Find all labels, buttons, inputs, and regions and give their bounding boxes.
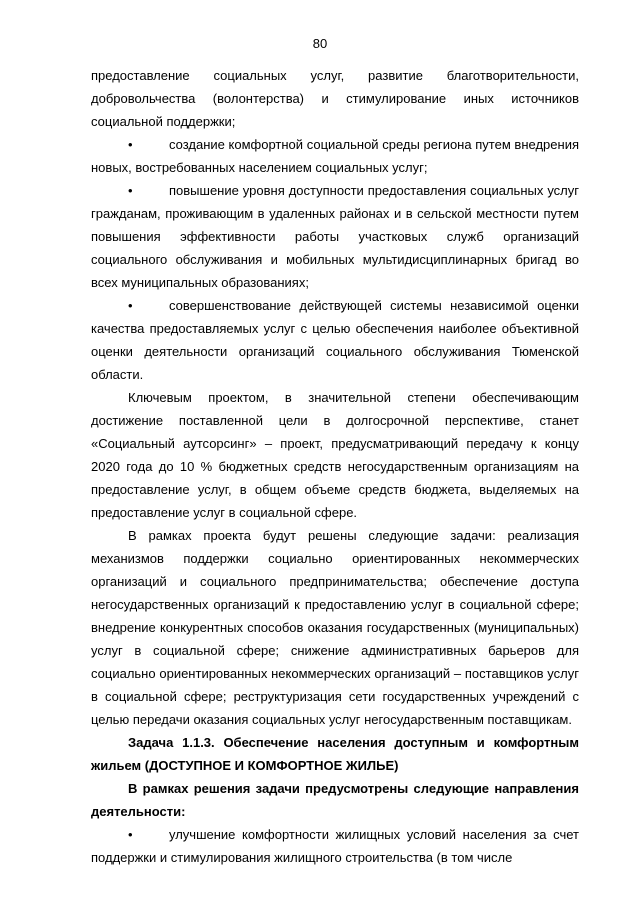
list-item (91, 823, 579, 869)
page-number: 80 (312, 36, 328, 51)
bullet-icon: • (128, 298, 133, 313)
list-item (91, 133, 579, 179)
list-item-text: повышение уровня доступности предоставления социальных услуг гражданам, проживающим в удаленных районах и в сельской местности путем повышения эффективности работы участковых служб организаций социального обслуживания и мобильных мультидисциплинарных бригад во всех муниципальных образованиях; (91, 183, 579, 290)
bullet-icon: • (128, 137, 133, 152)
bullet-icon: • (128, 183, 133, 198)
paragraph-key-project: Ключевым проектом, в значительной степени обеспечивающим достижение поставленной цели в долгосрочной перспективе, станет «Социальный аутсорсинг» – проект, предусматривающий передачу к концу 2020 года до 10 % бюджетных средств негосударственным организациям на предоставление услуг, в общем объеме средств бюджета, выделяемых на предоставление услуг в социальной сфере. (91, 390, 579, 520)
list-item-text: создание комфортной социальной среды региона путем внедрения новых, востребованных населением социальных услуг; (91, 137, 579, 175)
directions-heading: В рамках решения задачи предусмотрены следующие направления деятельности: (91, 781, 579, 819)
bullet-icon: • (128, 827, 133, 842)
paragraph-project-tasks: В рамках проекта будут решены следующие задачи: реализация механизмов поддержки социально ориентированных некоммерческих организаций и социального предпринимательства; обеспечение доступа негосударственных организаций к предоставлению услуг в социальной сфере; внедрение конкурентных способов оказания государственных (муниципальных) услуг в социальной сфере; снижение административных барьеров для социально ориентированных некоммерческих организаций – поставщиков услуг в социальной сфере; реструктуризация сети государственных учреждений с целью передачи оказания социальных услуг негосударственным поставщикам. (91, 528, 579, 727)
paragraph-intro: предоставление социальных услуг, развитие благотворительности, добровольчества (волонтерства) и стимулирование иных источников социальной поддержки; (91, 68, 579, 129)
list-item (91, 294, 579, 386)
list-item (91, 179, 579, 294)
list-item-text: совершенствование действующей системы независимой оценки качества предоставляемых услуг с целью обеспечения наиболее объективной оценки деятельности организаций социального обслуживания Тюменской области. (91, 298, 579, 382)
document-body (91, 64, 579, 869)
list-item-text: улучшение комфортности жилищных условий населения за счет поддержки и стимулирования жилищного строительства (в том числе (91, 827, 579, 865)
task-heading: Задача 1.1.3. Обеспечение населения доступным и комфортным жильем (ДОСТУПНОЕ И КОМФОРТНОЕ ЖИЛЬЕ) (91, 735, 579, 773)
